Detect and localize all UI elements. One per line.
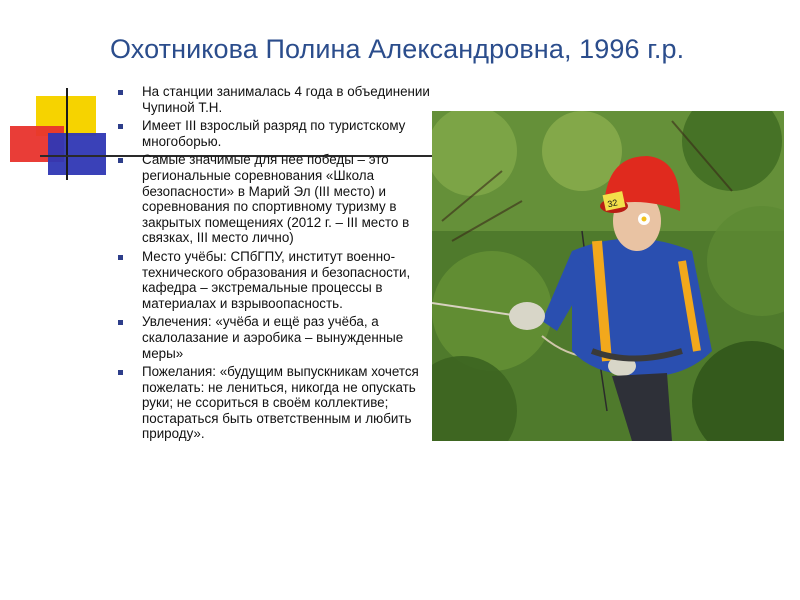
- decor-blue-square: [48, 133, 106, 175]
- bullet-item: [118, 364, 434, 442]
- bullet-item: [118, 118, 434, 149]
- bullet-marker-icon: [118, 124, 123, 129]
- bullet-marker-icon: [118, 90, 123, 95]
- helmet-number: 32: [606, 197, 619, 210]
- bullet-item: [118, 314, 434, 361]
- bullet-item: [118, 249, 434, 311]
- bullet-marker-icon: [118, 320, 123, 325]
- bullet-text: Увлечения: «учёба и ещё раз учёба, а скалолазание и аэробика – вынужденные меры»: [142, 314, 404, 361]
- bullet-marker-icon: [118, 370, 123, 375]
- climber-photo: [432, 111, 784, 441]
- bullet-item: [118, 84, 434, 115]
- bullet-marker-icon: [118, 158, 123, 163]
- decor-vertical-line: [66, 88, 68, 180]
- bullet-text: Место учёбы: СПбГПУ, институт военно-технического образования и безопасности, кафедра – экстремальные процессы в материалах и взрывоопасность.: [142, 248, 411, 311]
- slide-title: Охотникова Полина Александровна, 1996 г.р.: [110, 34, 685, 64]
- bullet-text: Имеет III взрослый разряд по туристскому многоборью.: [142, 118, 406, 149]
- climber-photo-illustration: [432, 111, 784, 441]
- bullet-marker-icon: [118, 255, 123, 260]
- bullet-text: Самые значимые для нее победы – это региональные соревнования «Школа безопасности» в Марий Эл (III место) и соревнования по спортивному туризму в закрытых помещениях (2012 г. – III место в связках, III место лично): [142, 152, 410, 246]
- bullet-text: На станции занималась 4 года в объединении Чупиной Т.Н.: [142, 84, 430, 115]
- bullet-item: [118, 152, 434, 246]
- bullet-list: [118, 84, 434, 445]
- bullet-text: Пожелания: «будущим выпускникам хочется пожелать: не лениться, никогда не опускать руки; не ссориться в своём коллективе; постараться быть ответственным и любить природу».: [142, 364, 419, 442]
